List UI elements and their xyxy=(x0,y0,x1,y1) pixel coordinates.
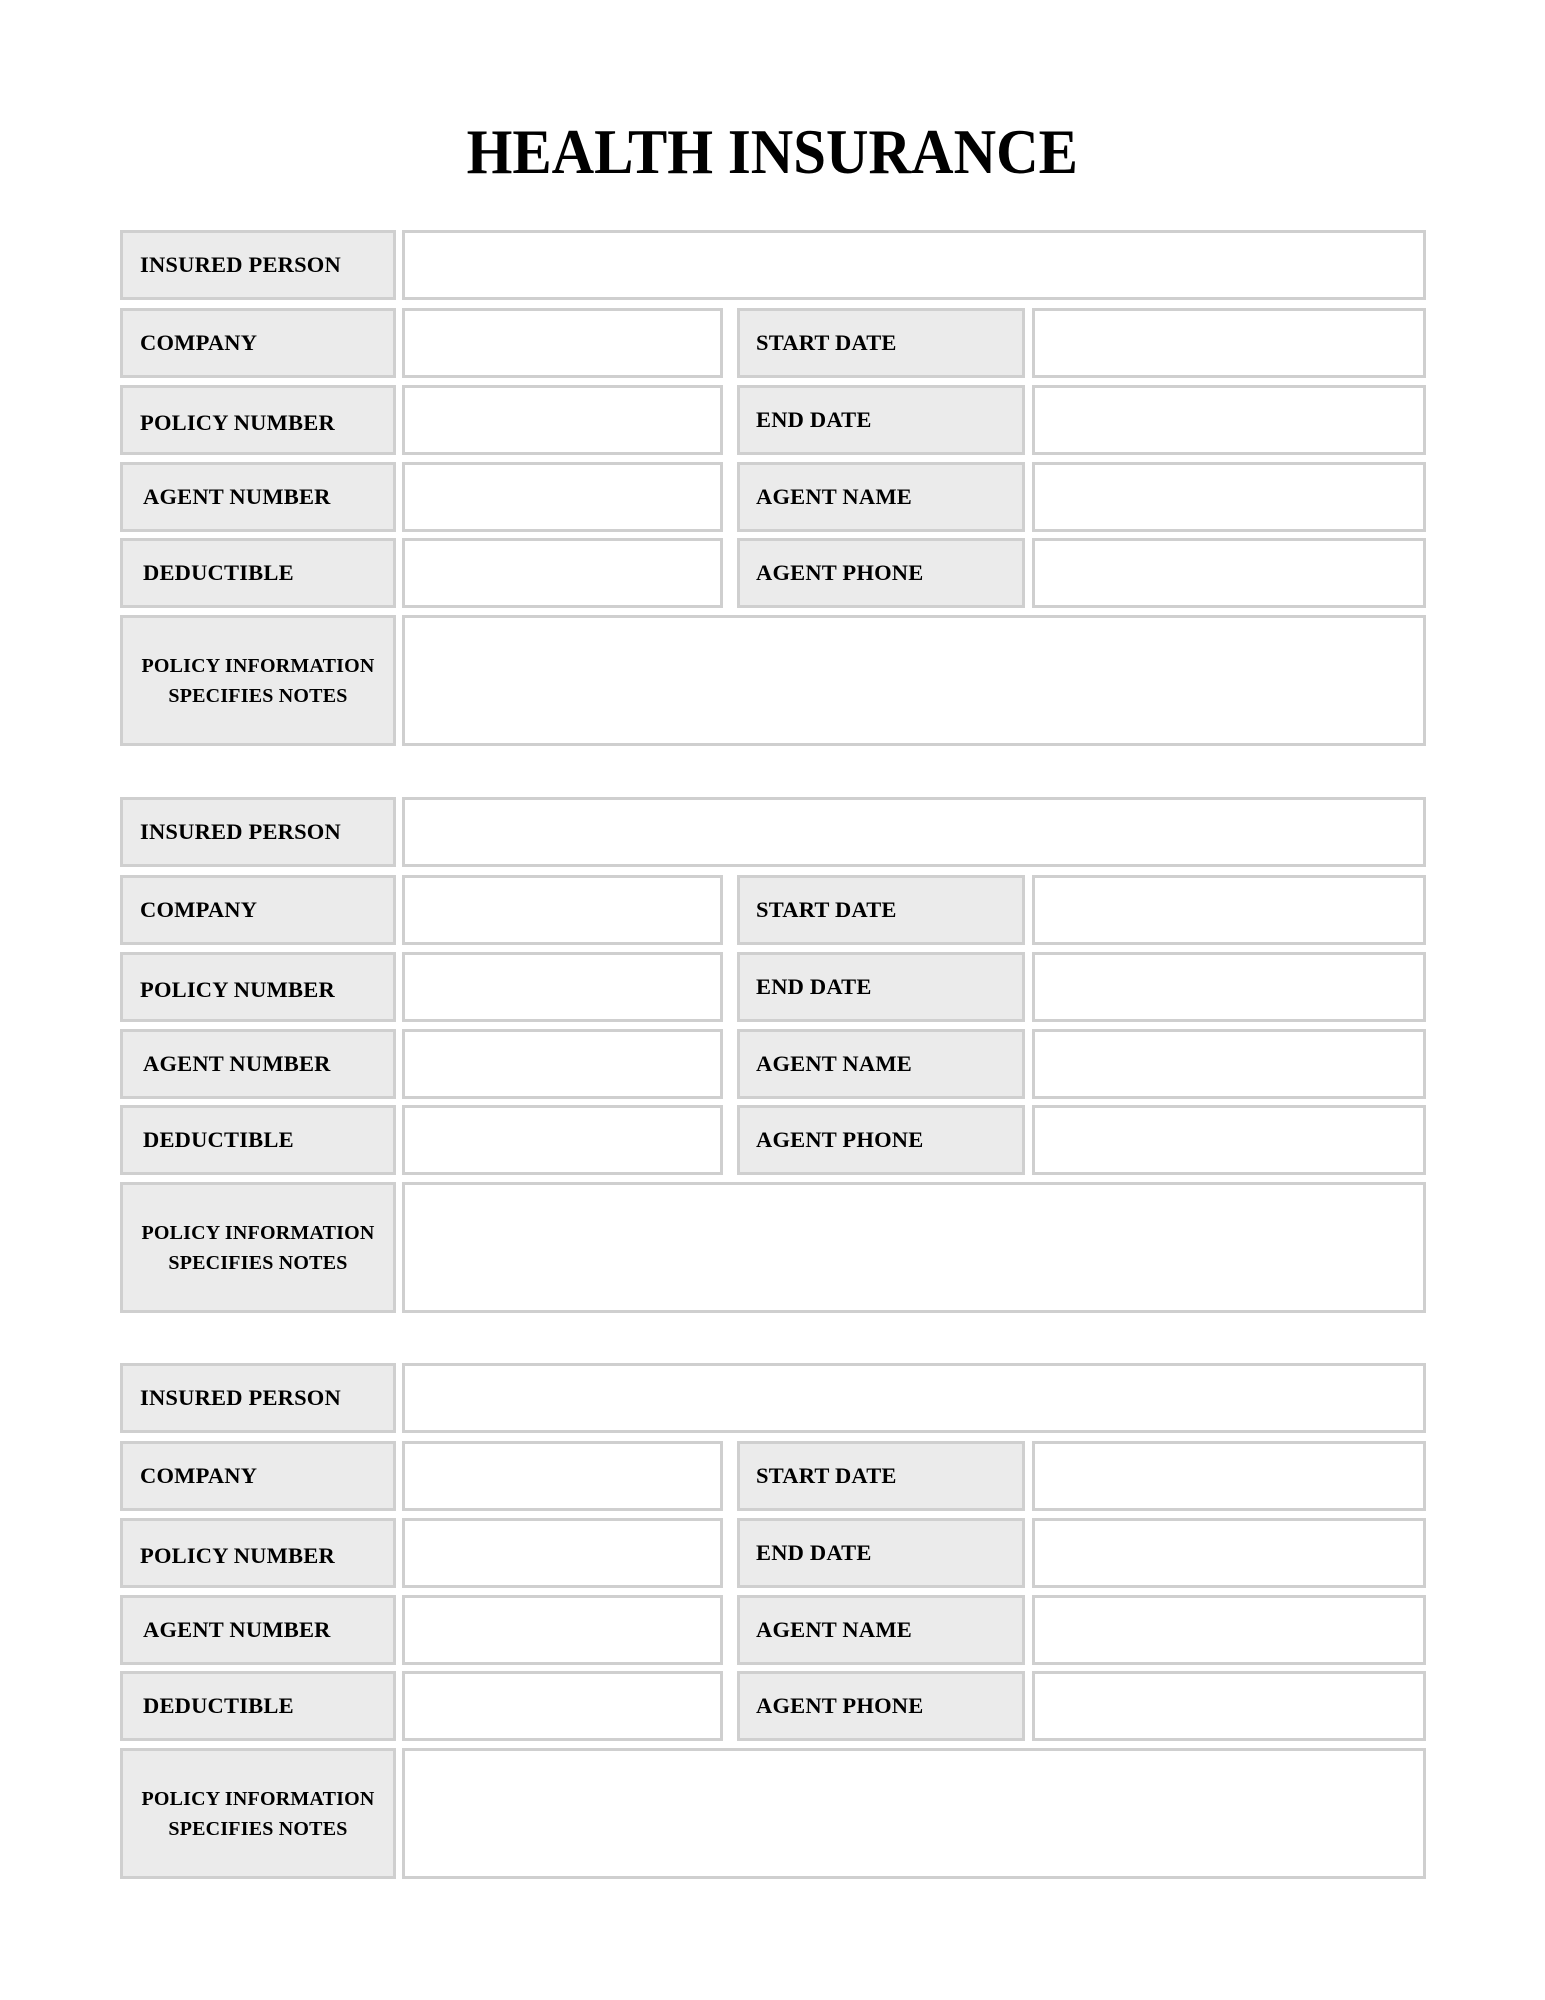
notes-label-cell xyxy=(120,1748,396,1879)
deductible-field[interactable] xyxy=(402,538,723,608)
policy-number-label-cell: POLICY NUMBER xyxy=(120,952,396,1022)
end-date-field[interactable] xyxy=(1032,952,1426,1022)
end-date-label-cell: END DATE xyxy=(737,952,1025,1022)
insured-person-field[interactable] xyxy=(402,797,1426,867)
company-field[interactable] xyxy=(402,1441,723,1511)
agent-number-field[interactable] xyxy=(402,1595,723,1665)
start-date-label-cell: START DATE xyxy=(737,875,1025,945)
policy-number-field[interactable] xyxy=(402,1518,723,1588)
agent-name-label-cell: AGENT NAME xyxy=(737,462,1025,532)
policy-number-field[interactable] xyxy=(402,385,723,455)
agent-number-field[interactable] xyxy=(402,462,723,532)
agent-phone-label-cell: AGENT PHONE xyxy=(737,1671,1025,1741)
notes-label-cell xyxy=(120,1182,396,1313)
company-label-cell: COMPANY xyxy=(120,1441,396,1511)
end-date-field[interactable] xyxy=(1032,385,1426,455)
start-date-field[interactable] xyxy=(1032,308,1426,378)
start-date-label-cell: START DATE xyxy=(737,1441,1025,1511)
end-date-field[interactable] xyxy=(1032,1518,1426,1588)
deductible-field[interactable] xyxy=(402,1105,723,1175)
agent-name-field[interactable] xyxy=(1032,1595,1426,1665)
insured-person-label-cell: INSURED PERSON xyxy=(120,230,396,300)
agent-number-label-cell: AGENT NUMBER xyxy=(120,1595,396,1665)
agent-name-field[interactable] xyxy=(1032,1029,1426,1099)
agent-phone-field[interactable] xyxy=(1032,1671,1426,1741)
agent-number-label-cell: AGENT NUMBER xyxy=(120,1029,396,1099)
start-date-field[interactable] xyxy=(1032,875,1426,945)
deductible-label-cell: DEDUCTIBLE xyxy=(120,1671,396,1741)
agent-name-field[interactable] xyxy=(1032,462,1426,532)
company-field[interactable] xyxy=(402,875,723,945)
agent-phone-label-cell: AGENT PHONE xyxy=(737,538,1025,608)
deductible-field[interactable] xyxy=(402,1671,723,1741)
insured-person-label-cell: INSURED PERSON xyxy=(120,797,396,867)
notes-label: POLICY INFORMATION SPECIFIES NOTES xyxy=(141,654,375,707)
company-field[interactable] xyxy=(402,308,723,378)
notes-label: POLICY INFORMATION SPECIFIES NOTES xyxy=(141,1221,375,1274)
notes-field[interactable] xyxy=(402,1748,1426,1879)
insured-person-label-cell: INSURED PERSON xyxy=(120,1363,396,1433)
policy-number-label-cell: POLICY NUMBER xyxy=(120,385,396,455)
agent-number-field[interactable] xyxy=(402,1029,723,1099)
policy-number-field[interactable] xyxy=(402,952,723,1022)
insured-person-field[interactable] xyxy=(402,230,1426,300)
notes-label: POLICY INFORMATION SPECIFIES NOTES xyxy=(141,1787,375,1840)
policy-number-label-cell: POLICY NUMBER xyxy=(120,1518,396,1588)
agent-phone-label-cell: AGENT PHONE xyxy=(737,1105,1025,1175)
end-date-label-cell: END DATE xyxy=(737,1518,1025,1588)
agent-phone-field[interactable] xyxy=(1032,538,1426,608)
end-date-label-cell: END DATE xyxy=(737,385,1025,455)
company-label-cell: COMPANY xyxy=(120,875,396,945)
agent-name-label-cell: AGENT NAME xyxy=(737,1029,1025,1099)
notes-field[interactable] xyxy=(402,615,1426,746)
agent-phone-field[interactable] xyxy=(1032,1105,1426,1175)
start-date-field[interactable] xyxy=(1032,1441,1426,1511)
notes-label-cell xyxy=(120,615,396,746)
agent-number-label-cell: AGENT NUMBER xyxy=(120,462,396,532)
insured-person-field[interactable] xyxy=(402,1363,1426,1433)
page-title: HEALTH INSURANCE xyxy=(466,116,1079,187)
agent-name-label-cell: AGENT NAME xyxy=(737,1595,1025,1665)
notes-field[interactable] xyxy=(402,1182,1426,1313)
company-label-cell: COMPANY xyxy=(120,308,396,378)
deductible-label-cell: DEDUCTIBLE xyxy=(120,1105,396,1175)
deductible-label-cell: DEDUCTIBLE xyxy=(120,538,396,608)
start-date-label-cell: START DATE xyxy=(737,308,1025,378)
